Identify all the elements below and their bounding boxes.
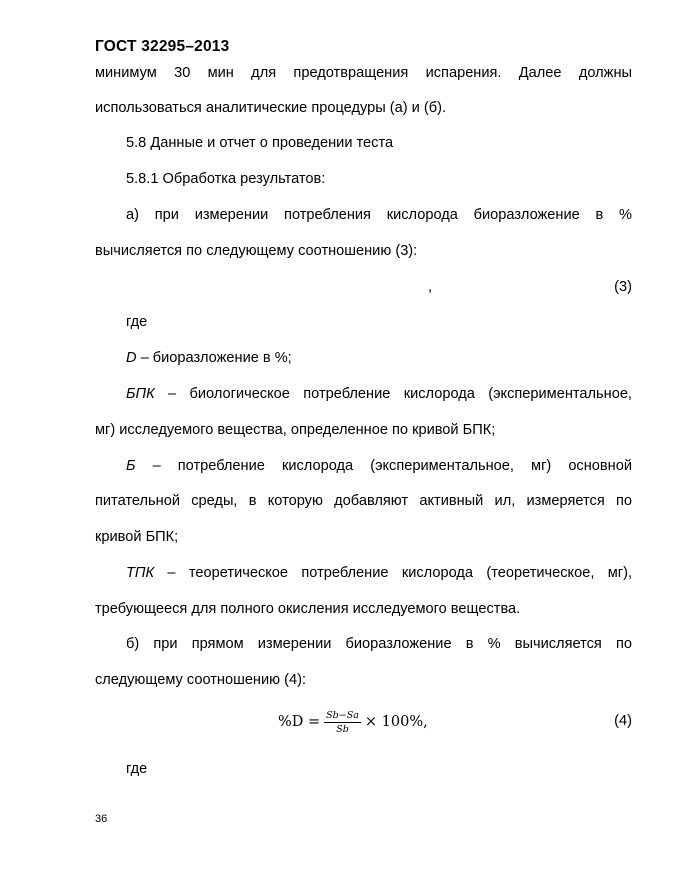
definition-b-text: – потребление кислорода (экспериментальное, мг) основной: [135, 458, 632, 474]
definition-bpk-line: мг) исследуемого вещества, определенное по кривой БПК;: [95, 422, 496, 438]
symbol-bpk: БПК: [126, 386, 155, 402]
where-label: где: [126, 761, 148, 777]
document-code-header: ГОСТ 32295–2013: [95, 38, 230, 55]
formula-numerator: Sb−Sa: [326, 709, 359, 721]
paragraph-line: минимум 30 мин для предотвращения испарения. Далее должны: [95, 65, 632, 81]
definition-b-line: кривой БПК;: [95, 529, 179, 545]
equation-4-formula: [278, 704, 428, 740]
equation-3-number: (3): [614, 279, 632, 295]
definition-tpk-text: – теоретическое потребление кислорода (теоретическое, мг),: [154, 565, 632, 581]
item-a-line: вычисляется по следующему соотношению (3):: [95, 243, 418, 259]
definition-d: [126, 349, 292, 367]
definition-b: [126, 457, 632, 475]
definition-bpk-text: – биологическое потребление кислорода (экспериментальное,: [154, 386, 632, 402]
definition-b-line: питательной среды, в которую добавляют активный ил, измеряется по: [95, 493, 632, 509]
paragraph-line: использоваться аналитические процедуры (а) и (б).: [95, 100, 447, 116]
definition-bpk: [126, 385, 632, 403]
definition-d-text: – биоразложение в %;: [136, 350, 292, 366]
item-b-line: следующему соотношению (4):: [95, 672, 307, 688]
section-heading-5-8-1: 5.8.1 Обработка результатов:: [126, 171, 326, 187]
symbol-d: D: [126, 350, 137, 366]
formula-fraction: [324, 710, 361, 735]
symbol-tpk: ТПК: [126, 565, 155, 581]
formula-comma: ,: [423, 714, 428, 730]
equation-4-number: (4): [614, 713, 632, 729]
page-number: 36: [95, 813, 108, 825]
formula-lhs: %D =: [278, 714, 321, 730]
section-heading-5-8: 5.8 Данные и отчет о проведении теста: [126, 135, 394, 151]
item-a-line: а) при измерении потребления кислорода биоразложение в %: [126, 207, 632, 223]
definition-tpk: [126, 564, 632, 582]
item-b-line: б) при прямом измерении биоразложение в % вычисляется по: [126, 636, 632, 652]
formula-rhs: × 100%: [364, 714, 424, 730]
where-label: где: [126, 314, 148, 330]
equation-3-comma: ,: [428, 279, 433, 295]
definition-tpk-line: требующееся для полного окисления исследуемого вещества.: [95, 601, 521, 617]
symbol-b: Б: [126, 458, 136, 474]
formula-denominator: Sb: [336, 723, 349, 735]
